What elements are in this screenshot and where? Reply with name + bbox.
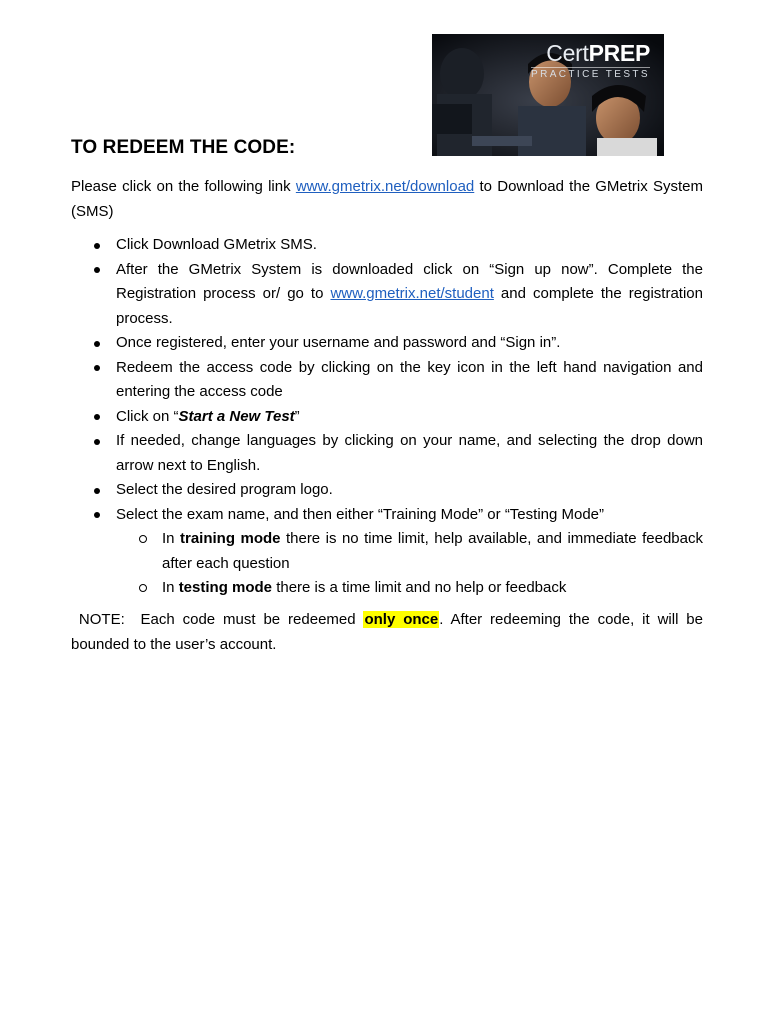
note-paragraph bbox=[71, 608, 703, 657]
logo-cert-text: Cert bbox=[546, 40, 589, 66]
note-text-after: . After redeeming the code, it will be bounded to the user’s account. bbox=[71, 611, 703, 653]
sub-text: In bbox=[162, 530, 180, 547]
step-sign-up bbox=[116, 258, 703, 332]
step-select-logo bbox=[116, 478, 703, 503]
sub-testing-mode bbox=[162, 576, 703, 601]
logo-prep-text: PREP bbox=[588, 40, 650, 66]
step-text: Select the desired program logo. bbox=[116, 481, 333, 498]
step-text: If needed, change languages by clicking on your name, and selecting the drop down arrow next to English. bbox=[116, 432, 703, 474]
step-text: Click on “ bbox=[116, 407, 179, 425]
testing-mode-bold: testing mode bbox=[178, 579, 273, 596]
step-start-test bbox=[116, 405, 703, 430]
only-once-highlight: only once bbox=[364, 611, 439, 628]
logo-tagline: PRACTICE TESTS bbox=[531, 69, 650, 80]
sub-text: In bbox=[162, 579, 179, 596]
step-download-sms bbox=[116, 233, 703, 258]
sub-training-mode bbox=[162, 527, 703, 576]
intro-text-before: Please click on the following link bbox=[71, 178, 296, 195]
sub-text: there is no time limit, help available, and immediate feedback after each question bbox=[162, 530, 703, 572]
step-select-exam bbox=[116, 503, 703, 601]
page-heading: TO REDEEM THE CODE: bbox=[71, 137, 296, 158]
note-text-before: NOTE: Each code must be redeemed bbox=[71, 611, 364, 628]
step-text: Once registered, enter your username and password and “Sign in”. bbox=[116, 334, 561, 351]
step-sign-in bbox=[116, 331, 703, 356]
step-change-language bbox=[116, 429, 703, 478]
student-link[interactable]: www.gmetrix.net/student bbox=[330, 285, 494, 302]
steps-list bbox=[116, 233, 703, 601]
sub-text: there is a time limit and no help or feedback bbox=[272, 579, 567, 596]
mode-sublist bbox=[162, 527, 703, 601]
step-redeem-code bbox=[116, 356, 703, 405]
certprep-logo bbox=[531, 40, 650, 80]
step-text: Redeem the access code by clicking on the key icon in the left hand navigation and entering the access code bbox=[116, 358, 703, 400]
step-text: Select the exam name, and then either “Training Mode” or “Testing Mode” bbox=[116, 505, 605, 523]
training-mode-bold: training mode bbox=[180, 530, 281, 547]
step-text: and complete the registration process. bbox=[116, 285, 703, 327]
start-new-test-emphasis: Start a New Test bbox=[178, 407, 295, 425]
step-text: Click Download GMetrix SMS. bbox=[116, 236, 317, 253]
step-text: ” bbox=[294, 407, 300, 425]
intro-text-after: to Download the GMetrix System (SMS) bbox=[71, 178, 704, 220]
download-link[interactable]: www.gmetrix.net/download bbox=[295, 178, 475, 195]
intro-paragraph bbox=[71, 175, 703, 224]
certprep-banner-image bbox=[432, 34, 664, 156]
step-text: After the GMetrix System is downloaded click on “Sign up now”. Complete the Registration process or/ go to bbox=[116, 260, 703, 302]
